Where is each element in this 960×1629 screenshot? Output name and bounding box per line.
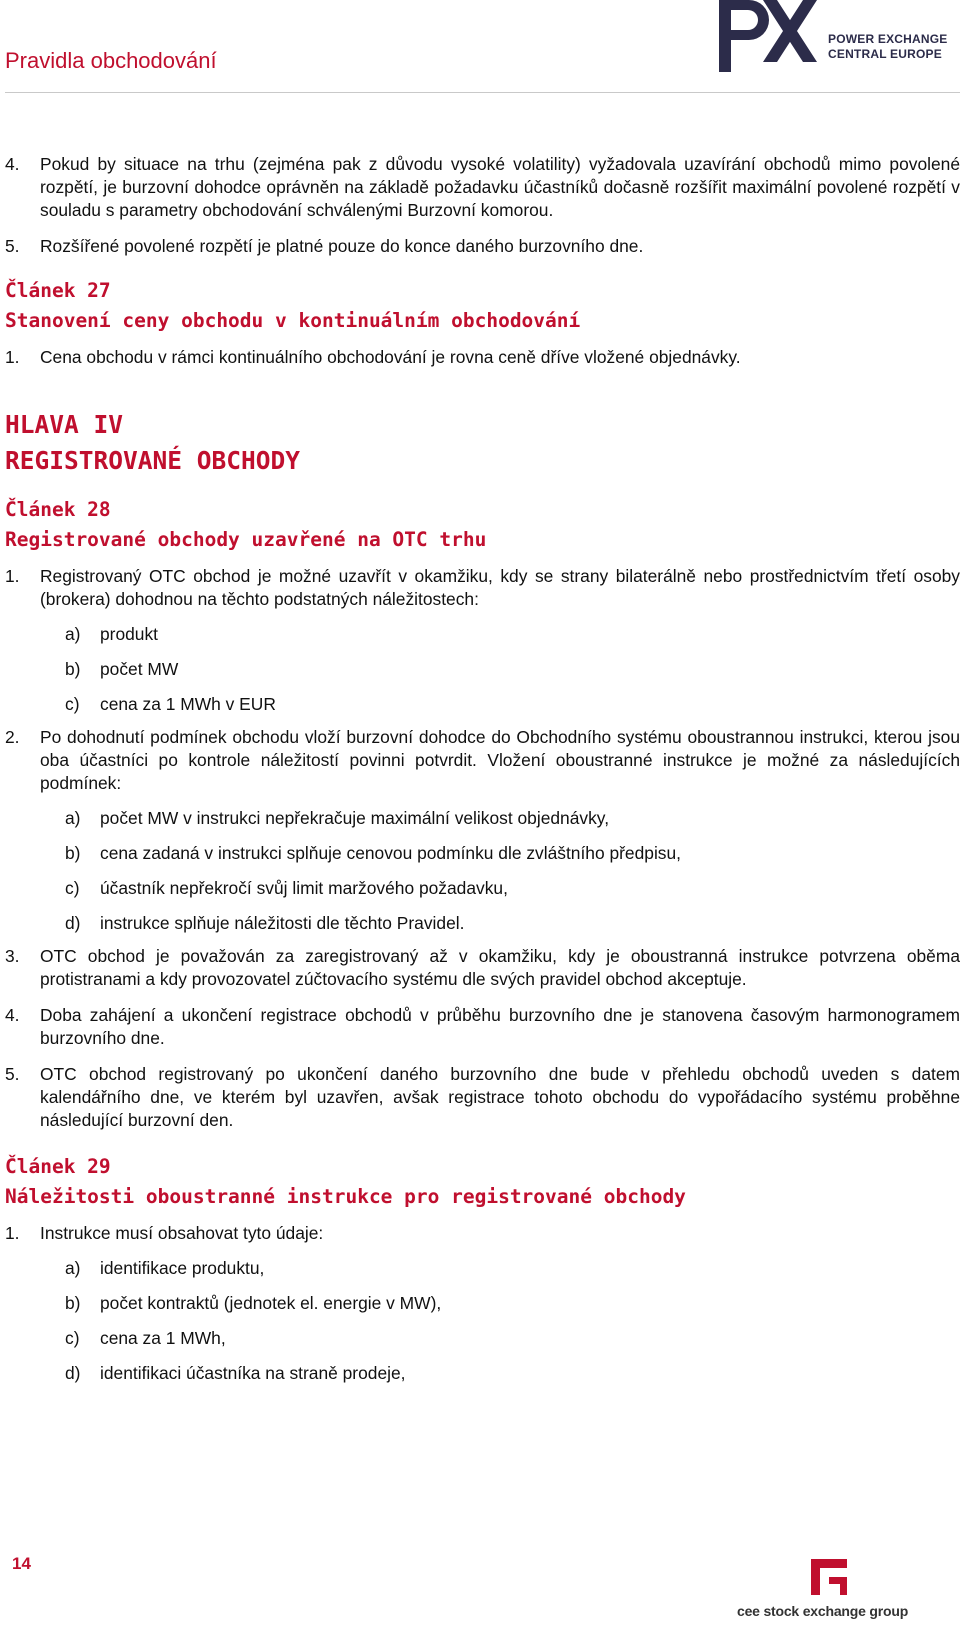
logo-line-1: POWER EXCHANGE xyxy=(828,32,948,46)
sub-item-letter: c) xyxy=(65,878,80,898)
article-29-heading: Článek 29 xyxy=(5,1155,111,1178)
list-item xyxy=(5,945,960,991)
item-text: Doba zahájení a ukončení registrace obchodů v průběhu burzovního dne je stanovena časovým harmonogramem burzovního dne. xyxy=(40,1005,960,1048)
list-item xyxy=(5,1222,960,1245)
item-number: 5. xyxy=(5,1064,20,1084)
sub-item-text: produkt xyxy=(100,624,159,644)
item-number: 1. xyxy=(5,566,20,586)
sub-item-text: počet kontraktů (jednotek el. energie v MW), xyxy=(100,1293,442,1313)
logo-line-2: CENTRAL EUROPE xyxy=(828,47,942,61)
sub-item-text: cena zadaná v instrukci splňuje cenovou podmínku dle zvláštního předpisu, xyxy=(100,843,682,863)
sub-item-letter: b) xyxy=(65,1293,81,1313)
sub-item-letter: d) xyxy=(65,913,81,933)
sub-item xyxy=(65,1257,960,1280)
article-28-heading: Článek 28 xyxy=(5,498,111,521)
list-item xyxy=(5,235,960,258)
item-text: Cena obchodu v rámci kontinuálního obchodování je rovna ceně dříve vložené objednávky. xyxy=(40,347,741,367)
document-title: Pravidla obchodování xyxy=(5,48,217,73)
sub-item-text: identifikaci účastníka na straně prodeje, xyxy=(100,1363,406,1383)
page-header xyxy=(0,0,960,94)
page-number: 14 xyxy=(12,1554,31,1573)
item-number: 1. xyxy=(5,347,20,367)
sub-item-text: identifikace produktu, xyxy=(100,1258,265,1278)
sub-item-text: instrukce splňuje náležitosti dle těchto Pravidel. xyxy=(100,913,465,933)
sub-item-letter: b) xyxy=(65,659,81,679)
document-body xyxy=(5,153,960,1385)
item-text: Pokud by situace na trhu (zejména pak z důvodu vysoké volatility) vyžadovala uzavírání obchodů mimo povolené rozpětí, je burzovní dohodce oprávněn na základě požadavku účastníků dočasně rozšířit maximální povolené rozpětí v souladu s parametry obchodování schválenými Burzovní komorou. xyxy=(40,154,960,220)
sub-item-letter: a) xyxy=(65,1258,81,1278)
header-divider xyxy=(5,92,960,93)
list-item xyxy=(5,565,960,611)
item-text: Instrukce musí obsahovat tyto údaje: xyxy=(40,1223,324,1243)
sub-item-letter: a) xyxy=(65,808,81,828)
list-item xyxy=(5,153,960,222)
sub-item xyxy=(65,912,960,935)
sub-item-letter: b) xyxy=(65,843,81,863)
sub-item-letter: a) xyxy=(65,624,81,644)
item-number: 2. xyxy=(5,727,20,747)
cee-logo-icon xyxy=(811,1559,847,1595)
chapter-title: REGISTROVANÉ OBCHODY xyxy=(5,446,301,475)
chapter-heading: HLAVA IV xyxy=(5,410,124,439)
sub-item xyxy=(65,658,960,681)
sub-item-text: účastník nepřekročí svůj limit maržového požadavku, xyxy=(100,878,508,898)
item-number: 4. xyxy=(5,154,20,174)
sub-item xyxy=(65,807,960,830)
item-text: Registrovaný OTC obchod je možné uzavřít v okamžiku, kdy se strany bilaterálně nebo prostřednictvím třetí osoby (brokera) dohodnou na těchto podstatných náležitostech: xyxy=(40,566,960,609)
list-item xyxy=(5,726,960,795)
item-number: 1. xyxy=(5,1223,20,1243)
item-text: OTC obchod registrovaný po ukončení daného burzovního dne bude v přehledu obchodů uveden s datem kalendářního dne, ve kterém byl uzavřen, avšak registrace tohoto obchodu do vypořádacího systému proběhne následující burzovní den. xyxy=(40,1064,960,1130)
list-item xyxy=(5,346,960,369)
sub-item-letter: c) xyxy=(65,694,80,714)
article-28-title: Registrované obchody uzavřené na OTC trhu xyxy=(5,528,487,551)
sub-item xyxy=(65,877,960,900)
sub-item-letter: c) xyxy=(65,1328,80,1348)
item-number: 5. xyxy=(5,236,20,256)
item-number: 4. xyxy=(5,1005,20,1025)
article-27-heading: Článek 27 xyxy=(5,279,111,302)
sub-item xyxy=(65,1292,960,1315)
item-text: Rozšířené povolené rozpětí je platné pouze do konce daného burzovního dne. xyxy=(40,236,644,256)
list-item xyxy=(5,1063,960,1132)
sub-item xyxy=(65,1327,960,1350)
item-text: OTC obchod je považován za zaregistrovaný až v okamžiku, kdy je oboustranná instrukce potvrzena oběma protistranami a kdy provozovatel zúčtovacího systému dle svých pravidel obchod akceptuje. xyxy=(40,946,960,989)
item-text: Po dohodnutí podmínek obchodu vloží burzovní dohodce do Obchodního systému oboustrannou instrukci, kterou jsou oba účastníci po kontrole náležitostí povinni potvrdit. Vložení oboustranné instrukce je možné za následujících podmínek: xyxy=(40,727,960,793)
sub-item xyxy=(65,842,960,865)
article-29-title: Náležitosti oboustranné instrukce pro registrované obchody xyxy=(5,1185,686,1208)
sub-item-text: počet MW xyxy=(100,659,179,679)
sub-item xyxy=(65,623,960,646)
px-logo-icon xyxy=(719,0,817,72)
footer-brand: cee stock exchange group xyxy=(737,1603,909,1619)
px-logo-text xyxy=(828,32,947,62)
sub-item-text: cena za 1 MWh v EUR xyxy=(100,694,276,714)
sub-item-text: počet MW v instrukci nepřekračuje maximální velikost objednávky, xyxy=(100,808,610,828)
sub-item-letter: d) xyxy=(65,1363,81,1383)
sub-item-text: cena za 1 MWh, xyxy=(100,1328,226,1348)
sub-item xyxy=(65,1362,960,1385)
article-27-title: Stanovení ceny obchodu v kontinuálním obchodování xyxy=(5,309,581,332)
item-number: 3. xyxy=(5,946,20,966)
sub-item xyxy=(65,693,960,716)
list-item xyxy=(5,1004,960,1050)
